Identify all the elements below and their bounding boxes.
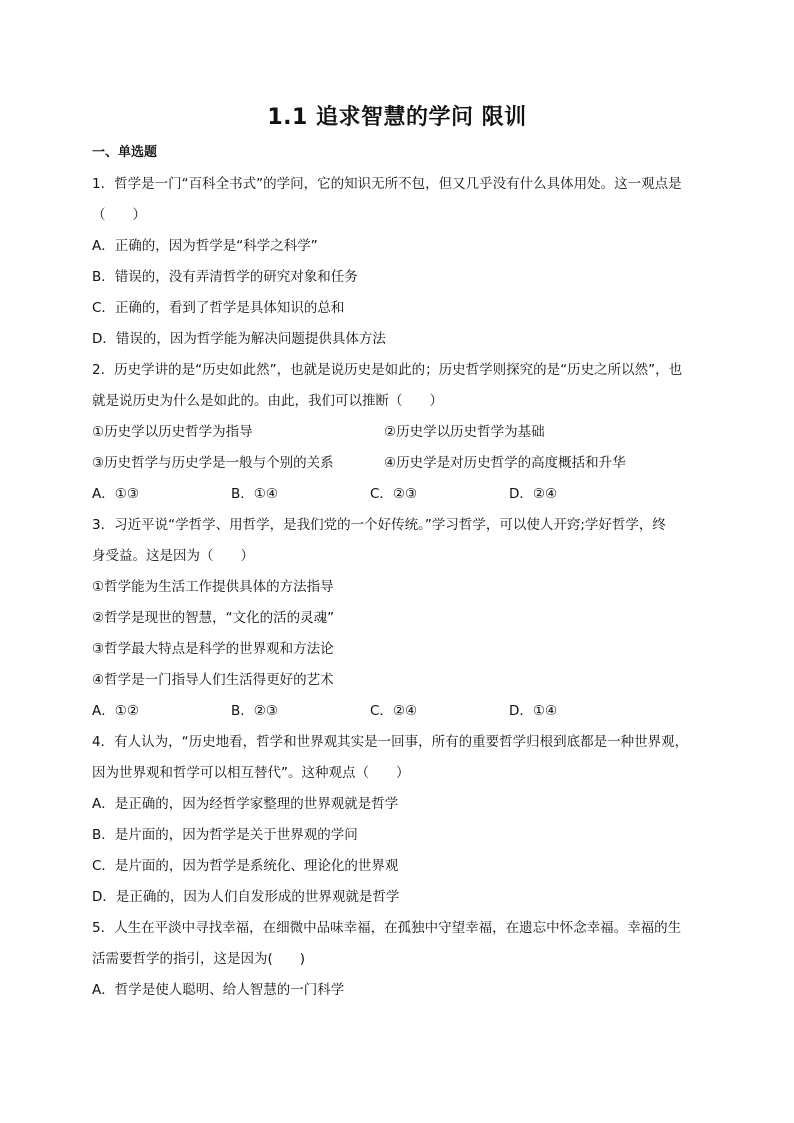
answer-option: C．正确的，看到了哲学是具体知识的总和 <box>92 300 345 316</box>
question-5 <box>92 921 708 1014</box>
statement-row <box>92 456 708 487</box>
answer-option: B．是片面的，因为哲学是关于世界观的学问 <box>92 827 358 843</box>
choice-row <box>92 704 708 735</box>
statement-item: ③历史哲学与历史学是一般与个别的关系 <box>92 455 334 471</box>
question-stem-line: 2．历史学讲的是“历史如此然”，也就是说历史是如此的；历史哲学则探究的是“历史之所以然”，也 <box>92 362 683 378</box>
question-stem-line: 4．有人认为，“历史地看，哲学和世界观其实是一回事，所有的重要哲学归根到底都是一种世界观， <box>92 734 689 750</box>
answer-option: D．是正确的，因为人们自发形成的世界观就是哲学 <box>92 889 400 905</box>
question-4 <box>92 735 708 921</box>
choice-c: C．②④ <box>370 703 418 719</box>
choice-a: A．①③ <box>92 486 139 502</box>
statement-item: ②哲学是现世的智慧，“文化的活的灵魂” <box>92 610 335 626</box>
choice-d: D．①④ <box>509 703 558 719</box>
section-heading: 一、单选题 <box>92 145 158 160</box>
page-title: 1.1 追求智慧的学问 限训 <box>267 105 527 130</box>
statement-item: ④哲学是一门指导人们生活得更好的艺术 <box>92 672 334 688</box>
choice-row <box>92 487 708 518</box>
question-2 <box>92 363 708 518</box>
question-stem-line: 身受益。这是因为（ ） <box>92 548 254 564</box>
answer-option: B．错误的，没有弄清哲学的研究对象和任务 <box>92 269 358 285</box>
statement-item: ③哲学最大特点是科学的世界观和方法论 <box>92 641 334 657</box>
answer-option: C．是片面的，因为哲学是系统化、理论化的世界观 <box>92 858 399 874</box>
choice-d: D．②④ <box>509 486 558 502</box>
choice-c: C．②③ <box>370 486 418 502</box>
question-stem-line: （ ） <box>92 207 146 223</box>
choice-a: A．①② <box>92 703 139 719</box>
question-stem-line: 1．哲学是一门“百科全书式”的学问，它的知识无所不包，但又几乎没有什么具体用处。这一观点是 <box>92 176 682 192</box>
choice-b: B．②③ <box>231 703 278 719</box>
answer-option: A．正确的，因为哲学是“科学之科学” <box>92 238 318 254</box>
question-stem-line: 5．人生在平淡中寻找幸福，在细微中品味幸福，在孤独中守望幸福，在遗忘中怀念幸福。幸福的生 <box>92 920 682 936</box>
worksheet-content <box>92 146 708 1014</box>
answer-option: A．是正确的，因为经哲学家整理的世界观就是哲学 <box>92 796 399 812</box>
question-stem-line: 3．习近平说“学哲学、用哲学，是我们党的一个好传统。”学习哲学，可以使人开窍;学好哲学，终 <box>92 517 666 533</box>
question-3 <box>92 518 708 735</box>
question-stem-line: 就是说历史为什么是如此的。由此，我们可以推断（ ） <box>92 393 443 409</box>
choice-b: B．①④ <box>231 486 278 502</box>
statement-item: ①哲学能为生活工作提供具体的方法指导 <box>92 579 334 595</box>
question-1 <box>92 177 708 363</box>
question-stem-line: 活需要哲学的指引，这是因为( ) <box>92 951 306 967</box>
question-stem-line: 因为世界观和哲学可以相互替代”。这种观点（ ） <box>92 765 410 781</box>
statement-item: ②历史学以历史哲学为基础 <box>384 424 545 440</box>
statement-item: ①历史学以历史哲学为指导 <box>92 424 253 440</box>
answer-option: D．错误的，因为哲学能为解决问题提供具体方法 <box>92 331 386 347</box>
answer-option: A．哲学是使人聪明、给人智慧的一门科学 <box>92 982 345 998</box>
statement-row <box>92 425 708 456</box>
statement-item: ④历史学是对历史哲学的高度概括和升华 <box>384 455 626 471</box>
